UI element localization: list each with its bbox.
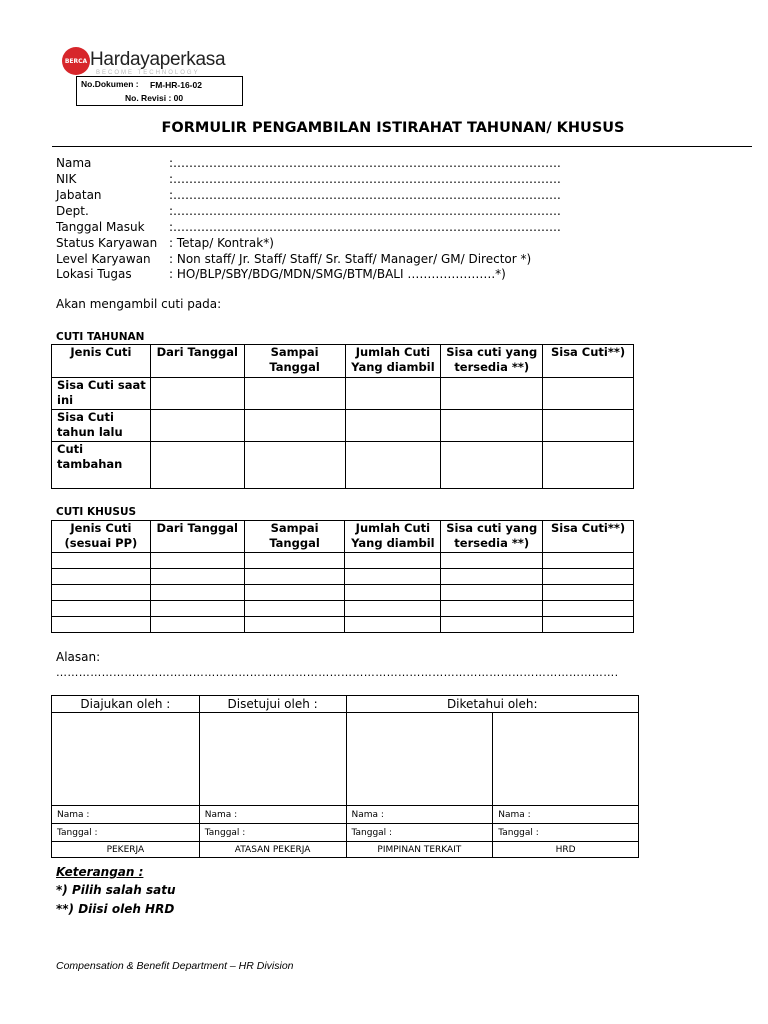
tanggal-field[interactable]: Tanggal : bbox=[52, 824, 200, 842]
table-cell[interactable] bbox=[150, 378, 244, 410]
no-dokumen-value: FM-HR-16-02 bbox=[150, 80, 202, 90]
field-label-status: Status Karyawan bbox=[56, 236, 158, 250]
table-cell[interactable] bbox=[52, 569, 151, 585]
cuti-tahunan-title: CUTI TAHUNAN bbox=[56, 331, 145, 343]
table-cell[interactable] bbox=[345, 585, 441, 601]
table-cell[interactable] bbox=[150, 410, 244, 442]
header-sisa-cuti-tersedia: Sisa cuti yang tersedia **) bbox=[441, 521, 543, 553]
table-cell[interactable] bbox=[150, 553, 244, 569]
table-cell[interactable] bbox=[244, 442, 345, 489]
footer-department: Compensation & Benefit Department – HR Division bbox=[56, 960, 294, 972]
table-cell[interactable] bbox=[150, 442, 244, 489]
header-sampai-tanggal: Sampai Tanggal bbox=[244, 521, 345, 553]
signature-table bbox=[51, 695, 639, 858]
table-row bbox=[52, 601, 634, 617]
table-cell[interactable] bbox=[150, 585, 244, 601]
table-cell[interactable] bbox=[150, 617, 244, 633]
intro-text: Akan mengambil cuti pada: bbox=[56, 297, 222, 311]
table-cell[interactable] bbox=[543, 553, 634, 569]
table-cell[interactable] bbox=[441, 617, 543, 633]
table-cell[interactable] bbox=[52, 601, 151, 617]
field-value-tanggal-masuk[interactable]: :……………………………………………………………………………………. bbox=[169, 220, 561, 234]
table-cell[interactable] bbox=[543, 585, 634, 601]
keterangan-title: Keterangan : bbox=[56, 865, 144, 879]
header-disetujui-oleh: Disetujui oleh : bbox=[199, 696, 346, 713]
field-value-dept[interactable]: :……………………………………………………………………………………. bbox=[169, 204, 561, 218]
field-label-nama: Nama bbox=[56, 156, 92, 170]
table-cell[interactable] bbox=[345, 410, 441, 442]
role-pekerja: PEKERJA bbox=[52, 842, 200, 858]
company-tagline: BECOME TECHNOLOGY bbox=[96, 70, 200, 76]
no-dokumen-label: No.Dokumen : bbox=[81, 79, 139, 89]
table-row bbox=[52, 617, 634, 633]
field-value-lokasi[interactable]: : HO/BLP/SBY/BDG/MDN/SMG/BTM/BALI ………………….*) bbox=[169, 267, 506, 281]
table-cell[interactable] bbox=[150, 601, 244, 617]
table-cell[interactable] bbox=[244, 569, 345, 585]
table-cell[interactable] bbox=[441, 378, 543, 410]
nama-field[interactable]: Nama : bbox=[346, 806, 493, 824]
table-cell[interactable] bbox=[244, 410, 345, 442]
table-cell[interactable] bbox=[52, 585, 151, 601]
table-cell[interactable] bbox=[244, 378, 345, 410]
table-cell[interactable] bbox=[244, 601, 345, 617]
cuti-khusus-title: CUTI KHUSUS bbox=[56, 506, 137, 518]
table-cell[interactable] bbox=[345, 569, 441, 585]
row-label-sisa-cuti-saat-ini: Sisa Cuti saat ini bbox=[52, 378, 151, 410]
table-cell[interactable] bbox=[244, 553, 345, 569]
table-cell[interactable] bbox=[345, 617, 441, 633]
table-row bbox=[52, 569, 634, 585]
table-cell[interactable] bbox=[150, 569, 244, 585]
table-cell[interactable] bbox=[543, 569, 634, 585]
table-cell[interactable] bbox=[52, 553, 151, 569]
tanggal-field[interactable]: Tanggal : bbox=[493, 824, 639, 842]
field-value-nama[interactable]: :……………………………………………………………………………………. bbox=[169, 156, 561, 170]
table-cell[interactable] bbox=[543, 601, 634, 617]
signature-box-pimpinan[interactable] bbox=[346, 713, 493, 806]
row-label-sisa-cuti-tahun-lalu: Sisa Cuti tahun lalu bbox=[52, 410, 151, 442]
field-label-jabatan: Jabatan bbox=[56, 188, 102, 202]
table-cell[interactable] bbox=[52, 617, 151, 633]
table-cell[interactable] bbox=[441, 601, 543, 617]
field-label-nik: NIK bbox=[56, 172, 77, 186]
signature-header-row bbox=[52, 696, 639, 713]
tanggal-field[interactable]: Tanggal : bbox=[346, 824, 493, 842]
signature-box-atasan[interactable] bbox=[199, 713, 346, 806]
header-sisa-cuti-tersedia: Sisa cuti yang tersedia **) bbox=[441, 345, 543, 378]
signature-box-pekerja[interactable] bbox=[52, 713, 200, 806]
role-pimpinan-terkait: PIMPINAN TERKAIT bbox=[346, 842, 493, 858]
table-row bbox=[52, 585, 634, 601]
header-jenis-cuti: Jenis Cuti (sesuai PP) bbox=[52, 521, 151, 553]
table-header-row bbox=[52, 345, 634, 378]
field-value-level[interactable]: : Non staff/ Jr. Staff/ Staff/ Sr. Staff/ Manager/ GM/ Director *) bbox=[169, 252, 532, 266]
table-cell[interactable] bbox=[244, 617, 345, 633]
field-label-tanggal-masuk: Tanggal Masuk bbox=[56, 220, 145, 234]
logo-badge-text: BERCA bbox=[64, 57, 88, 65]
nama-field[interactable]: Nama : bbox=[199, 806, 346, 824]
tanggal-field[interactable]: Tanggal : bbox=[199, 824, 346, 842]
company-logo-badge bbox=[62, 47, 90, 75]
header-jumlah-cuti: Jumlah Cuti Yang diambil bbox=[345, 345, 441, 378]
table-row bbox=[52, 442, 634, 489]
signature-tanggal-row bbox=[52, 824, 639, 842]
signature-space-row bbox=[52, 713, 639, 806]
table-cell[interactable] bbox=[345, 553, 441, 569]
form-title: FORMULIR PENGAMBILAN ISTIRAHAT TAHUNAN/ KHUSUS bbox=[161, 120, 625, 136]
field-value-nik[interactable]: :……………………………………………………………………………………. bbox=[169, 172, 561, 186]
table-cell[interactable] bbox=[543, 617, 634, 633]
row-label-cuti-tambahan: Cuti tambahan bbox=[52, 442, 151, 489]
table-cell[interactable] bbox=[441, 442, 543, 489]
table-cell[interactable] bbox=[345, 442, 441, 489]
table-cell[interactable] bbox=[543, 442, 634, 489]
header-diajukan-oleh: Diajukan oleh : bbox=[52, 696, 200, 713]
alasan-input-line[interactable]: …………………………………………………………………………………………………………………………………. bbox=[56, 666, 619, 679]
signature-box-hrd[interactable] bbox=[493, 713, 639, 806]
table-cell[interactable] bbox=[345, 378, 441, 410]
table-cell[interactable] bbox=[543, 378, 634, 410]
table-cell[interactable] bbox=[441, 553, 543, 569]
table-row bbox=[52, 378, 634, 410]
header-jumlah-cuti: Jumlah Cuti Yang diambil bbox=[345, 521, 441, 553]
cuti-tahunan-table bbox=[51, 344, 634, 489]
table-cell[interactable] bbox=[441, 410, 543, 442]
header-sampai-tanggal: Sampai Tanggal bbox=[244, 345, 345, 378]
field-value-status[interactable]: : Tetap/ Kontrak*) bbox=[169, 236, 274, 250]
field-label-level: Level Karyawan bbox=[56, 252, 151, 266]
header-dari-tanggal: Dari Tanggal bbox=[150, 521, 244, 553]
table-cell[interactable] bbox=[441, 585, 543, 601]
role-hrd: HRD bbox=[493, 842, 639, 858]
title-divider bbox=[52, 146, 752, 147]
alasan-label: Alasan: bbox=[56, 650, 101, 664]
header-diketahui-oleh: Diketahui oleh: bbox=[346, 696, 639, 713]
company-name: Hardayaperkasa bbox=[90, 49, 226, 70]
header-sisa-cuti: Sisa Cuti**) bbox=[543, 345, 634, 378]
keterangan-note: *) Pilih salah satu bbox=[56, 883, 176, 897]
nama-field[interactable]: Nama : bbox=[52, 806, 200, 824]
field-label-dept: Dept. bbox=[56, 204, 89, 218]
table-header-row bbox=[52, 521, 634, 553]
cuti-khusus-table bbox=[51, 520, 634, 633]
table-cell[interactable] bbox=[244, 585, 345, 601]
field-value-jabatan[interactable]: :……………………………………………………………………………………. bbox=[169, 188, 561, 202]
table-cell[interactable] bbox=[441, 569, 543, 585]
keterangan-note: **) Diisi oleh HRD bbox=[56, 902, 175, 916]
table-cell[interactable] bbox=[345, 601, 441, 617]
header-jenis-cuti: Jenis Cuti bbox=[52, 345, 151, 378]
signature-role-row bbox=[52, 842, 639, 858]
table-cell[interactable] bbox=[543, 410, 634, 442]
header-dari-tanggal: Dari Tanggal bbox=[150, 345, 244, 378]
header-sisa-cuti: Sisa Cuti**) bbox=[543, 521, 634, 553]
table-row bbox=[52, 410, 634, 442]
table-row bbox=[52, 553, 634, 569]
signature-nama-row bbox=[52, 806, 639, 824]
role-atasan-pekerja: ATASAN PEKERJA bbox=[199, 842, 346, 858]
nama-field[interactable]: Nama : bbox=[493, 806, 639, 824]
field-label-lokasi: Lokasi Tugas bbox=[56, 267, 132, 281]
no-revisi: No. Revisi : 00 bbox=[125, 93, 184, 103]
